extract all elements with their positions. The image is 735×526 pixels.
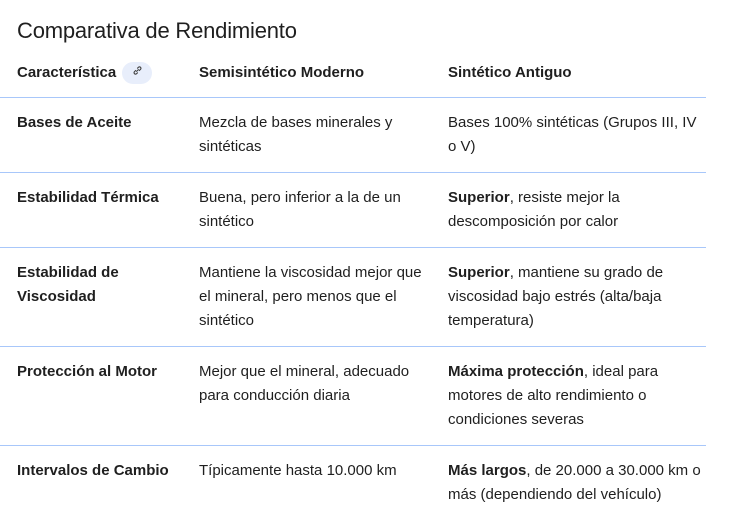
header-synth: Sintético Antiguo: [431, 55, 706, 98]
synth-text: , de 20.000 a 30.000 km o más (dependiendo del vehículo): [448, 462, 701, 503]
synth-text: , resiste mejor la descomposición por calor: [448, 189, 620, 230]
semi-cell: Mezcla de bases minerales y sintéticas: [182, 98, 431, 173]
table-row: [0, 98, 706, 173]
comparison-table: [0, 55, 706, 520]
synth-cell: [431, 248, 706, 347]
table-header-row: [0, 55, 706, 98]
synth-cell: [431, 446, 706, 521]
synth-text: Bases 100% sintéticas (Grupos III, IV o V): [448, 114, 697, 155]
synth-cell: [431, 173, 706, 248]
synth-highlight: Superior: [448, 189, 510, 206]
semi-cell: Mejor que el mineral, adecuado para conducción diaria: [182, 347, 431, 446]
header-feature: Característica: [0, 55, 182, 98]
synth-cell: [431, 347, 706, 446]
synth-highlight: Máxima protección: [448, 363, 584, 380]
table-row: [0, 446, 706, 521]
semi-cell: Buena, pero inferior a la de un sintético: [182, 173, 431, 248]
link-icon[interactable]: [122, 62, 152, 84]
synth-highlight: Superior: [448, 264, 510, 281]
table-row: [0, 347, 706, 446]
feature-cell: Protección al Motor: [0, 347, 182, 446]
page-title: Comparativa de Rendimiento: [17, 18, 297, 43]
table-row: [0, 173, 706, 248]
synth-text: , ideal para motores de alto rendimiento o condiciones severas: [448, 363, 659, 428]
feature-cell: Estabilidad Térmica: [0, 173, 182, 248]
feature-cell: Intervalos de Cambio: [17, 462, 169, 479]
table-row: [0, 248, 706, 347]
semi-cell: Mantiene la viscosidad mejor que el mineral, pero menos que el sintético: [182, 248, 431, 347]
feature-cell: Estabilidad de Viscosidad: [0, 248, 182, 347]
synth-cell: [431, 98, 706, 173]
feature-cell: Bases de Aceite: [0, 98, 182, 173]
synth-highlight: Más largos: [448, 462, 527, 479]
header-semi: Semisintético Moderno: [182, 55, 431, 98]
semi-cell: Típicamente hasta 10.000 km: [199, 462, 397, 479]
synth-text: , mantiene su grado de viscosidad bajo estrés (alta/baja temperatura): [448, 264, 664, 329]
